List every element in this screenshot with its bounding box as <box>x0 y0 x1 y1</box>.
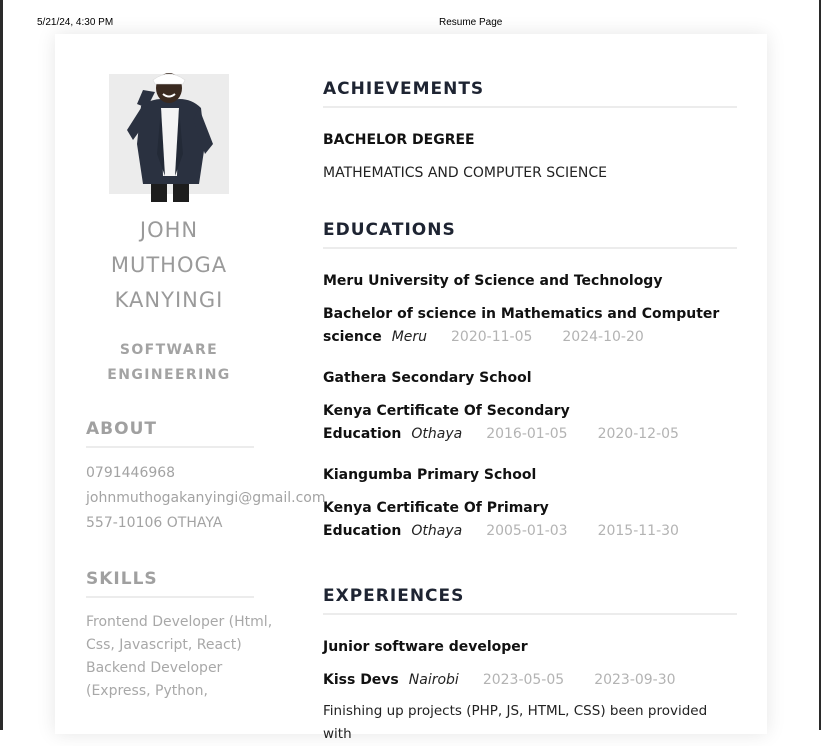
education-location: Meru <box>391 329 428 345</box>
skills-list <box>86 611 276 703</box>
education-degree-end: Education <box>323 426 402 442</box>
experiences-heading: EXPERIENCES <box>323 586 737 615</box>
education-location: Othaya <box>411 426 463 442</box>
name-first: JOHN <box>139 218 199 242</box>
education-degree: Kenya Certificate Of Secondary <box>323 403 570 419</box>
experience-title: Junior software developer <box>323 639 528 655</box>
educations-heading: EDUCATIONS <box>323 220 737 249</box>
email-address: johnmuthogakanyingi@gmail.com <box>86 490 326 506</box>
experience-meta <box>323 669 737 692</box>
frame-edge-left <box>0 0 3 730</box>
postal-address: 557-10106 OTHAYA <box>86 515 223 531</box>
print-title: Resume Page <box>439 17 503 28</box>
experience-location: Nairobi <box>408 672 459 688</box>
achievement-subtitle: MATHEMATICS AND COMPUTER SCIENCE <box>323 165 608 181</box>
education-start-date: 2020-11-05 <box>451 329 533 345</box>
education-degree-end: science <box>323 329 382 345</box>
name-last: KANYINGI <box>114 288 224 312</box>
experience-start-date: 2023-05-05 <box>482 672 565 688</box>
about-heading: ABOUT <box>86 419 254 448</box>
education-end-date: 2024-10-20 <box>562 329 644 345</box>
experience-end-date: 2023-09-30 <box>594 672 676 688</box>
phone-number: 0791446968 <box>86 465 176 481</box>
name-middle: MUTHOGA <box>110 253 228 277</box>
avatar <box>109 74 229 194</box>
education-start-date: 2005-01-03 <box>486 523 568 539</box>
profile-role <box>71 338 267 388</box>
skill-item: Backend Developer (Express, Python, <box>86 660 223 699</box>
frame-edge-right <box>819 0 821 730</box>
education-degree: Bachelor of science in Mathematics and Computer <box>323 306 720 322</box>
experience-description: Finishing up projects (PHP, JS, HTML, CSS) been provided with <box>323 703 708 742</box>
education-school: Meru University of Science and Technology <box>323 273 663 289</box>
education-meta <box>323 423 737 446</box>
achievements-heading: ACHIEVEMENTS <box>323 79 737 108</box>
role-line-1: SOFTWARE <box>119 342 219 358</box>
print-header <box>37 17 787 31</box>
print-date: 5/21/24, 4:30 PM <box>37 17 114 28</box>
education-end-date: 2015-11-30 <box>597 523 679 539</box>
skills-heading: SKILLS <box>86 569 254 598</box>
resume-page <box>55 34 767 742</box>
profile-name <box>71 213 267 318</box>
education-school: Gathera Secondary School <box>323 370 532 386</box>
education-meta <box>323 326 737 349</box>
education-degree: Kenya Certificate Of Primary <box>323 500 549 516</box>
education-school: Kiangumba Primary School <box>323 467 537 483</box>
skill-item: Frontend Developer (Html, Css, Javascript, React) <box>86 614 273 653</box>
experience-company: Kiss Devs <box>323 672 399 688</box>
education-location: Othaya <box>411 523 463 539</box>
avatar-photo <box>109 74 229 194</box>
education-degree-end: Education <box>323 523 402 539</box>
education-meta <box>323 520 737 543</box>
achievement-title: BACHELOR DEGREE <box>323 132 475 148</box>
education-start-date: 2016-01-05 <box>486 426 568 442</box>
role-line-2: ENGINEERING <box>107 367 231 383</box>
education-end-date: 2020-12-05 <box>597 426 679 442</box>
